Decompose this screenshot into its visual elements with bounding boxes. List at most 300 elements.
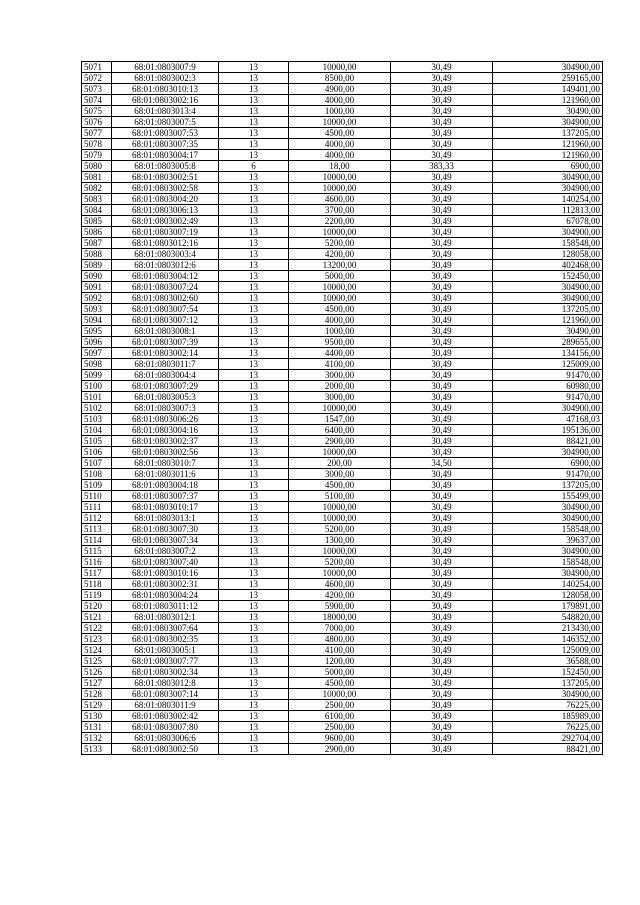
unit-price-cell: 30,49 (391, 744, 493, 755)
area-cell: 18000,00 (289, 612, 391, 623)
cadastral-number-cell: 68:01:0803011:12 (112, 601, 219, 612)
total-value-cell: 304900,00 (493, 62, 603, 73)
row-number: 5126 (82, 667, 112, 678)
cadastral-number-cell: 68:01:0803004:18 (112, 480, 219, 491)
unit-price-cell: 30,49 (391, 183, 493, 194)
unit-price-cell: 30,49 (391, 590, 493, 601)
cadastral-number-cell: 68:01:0803004:16 (112, 425, 219, 436)
cadastral-number-cell: 68:01:0803007:34 (112, 535, 219, 546)
area-cell: 10000,00 (289, 568, 391, 579)
category-code-cell: 13 (219, 95, 289, 106)
row-number: 5083 (82, 194, 112, 205)
total-value-cell: 128058,00 (493, 590, 603, 601)
area-cell: 2200,00 (289, 216, 391, 227)
area-cell: 4500,00 (289, 480, 391, 491)
total-value-cell: 88421,00 (493, 436, 603, 447)
total-value-cell: 149401,00 (493, 84, 603, 95)
row-number: 5112 (82, 513, 112, 524)
area-cell: 5200,00 (289, 238, 391, 249)
table-row (82, 392, 603, 403)
area-cell: 7000,00 (289, 623, 391, 634)
unit-price-cell: 30,49 (391, 392, 493, 403)
area-cell: 5200,00 (289, 557, 391, 568)
area-cell: 10000,00 (289, 546, 391, 557)
row-number: 5124 (82, 645, 112, 656)
category-code-cell: 13 (219, 469, 289, 480)
row-number: 5096 (82, 337, 112, 348)
table-row (82, 150, 603, 161)
total-value-cell: 140254,00 (493, 579, 603, 590)
area-cell: 4600,00 (289, 194, 391, 205)
total-value-cell: 137205,00 (493, 128, 603, 139)
row-number: 5109 (82, 480, 112, 491)
row-number: 5129 (82, 700, 112, 711)
table-row (82, 315, 603, 326)
row-number: 5079 (82, 150, 112, 161)
total-value-cell: 125009,00 (493, 359, 603, 370)
area-cell: 10000,00 (289, 502, 391, 513)
area-cell: 4500,00 (289, 128, 391, 139)
total-value-cell: 76225,00 (493, 722, 603, 733)
area-cell: 3700,00 (289, 205, 391, 216)
total-value-cell: 128058,00 (493, 249, 603, 260)
area-cell: 5100,00 (289, 491, 391, 502)
cadastral-number-cell: 68:01:0803007:3 (112, 403, 219, 414)
cadastral-number-cell: 68:01:0803004:17 (112, 150, 219, 161)
total-value-cell: 304900,00 (493, 282, 603, 293)
total-value-cell: 30490,00 (493, 106, 603, 117)
total-value-cell: 67078,00 (493, 216, 603, 227)
category-code-cell: 13 (219, 238, 289, 249)
cadastral-number-cell: 68:01:0803007:12 (112, 315, 219, 326)
unit-price-cell: 30,49 (391, 249, 493, 260)
row-number: 5123 (82, 634, 112, 645)
unit-price-cell: 30,49 (391, 678, 493, 689)
table-row (82, 326, 603, 337)
table-row (82, 370, 603, 381)
category-code-cell: 13 (219, 392, 289, 403)
category-code-cell: 13 (219, 546, 289, 557)
cadastral-number-cell: 68:01:0803012:6 (112, 260, 219, 271)
unit-price-cell: 30,49 (391, 293, 493, 304)
unit-price-cell: 34,50 (391, 458, 493, 469)
total-value-cell: 125009,00 (493, 645, 603, 656)
category-code-cell: 13 (219, 502, 289, 513)
cadastral-number-cell: 68:01:0803012:1 (112, 612, 219, 623)
category-code-cell: 13 (219, 282, 289, 293)
unit-price-cell: 30,49 (391, 370, 493, 381)
category-code-cell: 13 (219, 205, 289, 216)
area-cell: 10000,00 (289, 172, 391, 183)
category-code-cell: 13 (219, 293, 289, 304)
category-code-cell: 13 (219, 370, 289, 381)
table-row (82, 623, 603, 634)
area-cell: 10000,00 (289, 282, 391, 293)
unit-price-cell: 30,49 (391, 480, 493, 491)
row-number: 5117 (82, 568, 112, 579)
cadastral-number-cell: 68:01:0803002:35 (112, 634, 219, 645)
category-code-cell: 13 (219, 84, 289, 95)
unit-price-cell: 30,49 (391, 436, 493, 447)
total-value-cell: 195136,00 (493, 425, 603, 436)
cadastral-number-cell: 68:01:0803007:64 (112, 623, 219, 634)
total-value-cell: 292704,00 (493, 733, 603, 744)
area-cell: 3000,00 (289, 469, 391, 480)
row-number: 5086 (82, 227, 112, 238)
category-code-cell: 13 (219, 579, 289, 590)
area-cell: 10000,00 (289, 117, 391, 128)
area-cell: 1547,00 (289, 414, 391, 425)
table-row (82, 293, 603, 304)
row-number: 5080 (82, 161, 112, 172)
table-row (82, 403, 603, 414)
area-cell: 4800,00 (289, 634, 391, 645)
row-number: 5093 (82, 304, 112, 315)
total-value-cell: 304900,00 (493, 546, 603, 557)
row-number: 5107 (82, 458, 112, 469)
unit-price-cell: 30,49 (391, 513, 493, 524)
unit-price-cell: 30,49 (391, 700, 493, 711)
total-value-cell: 121960,00 (493, 315, 603, 326)
row-number: 5099 (82, 370, 112, 381)
area-cell: 10000,00 (289, 227, 391, 238)
cadastral-number-cell: 68:01:0803010:16 (112, 568, 219, 579)
category-code-cell: 13 (219, 557, 289, 568)
cadastral-number-cell: 68:01:0803007:54 (112, 304, 219, 315)
total-value-cell: 304900,00 (493, 403, 603, 414)
category-code-cell: 13 (219, 612, 289, 623)
row-number: 5121 (82, 612, 112, 623)
table-row (82, 194, 603, 205)
category-code-cell: 13 (219, 337, 289, 348)
cadastral-number-cell: 68:01:0803002:58 (112, 183, 219, 194)
total-value-cell: 304900,00 (493, 172, 603, 183)
row-number: 5078 (82, 139, 112, 150)
table-row (82, 337, 603, 348)
cadastral-number-cell: 68:01:0803002:50 (112, 744, 219, 755)
unit-price-cell: 30,49 (391, 579, 493, 590)
table-row (82, 546, 603, 557)
table-row (82, 172, 603, 183)
area-cell: 6400,00 (289, 425, 391, 436)
total-value-cell: 121960,00 (493, 139, 603, 150)
total-value-cell: 91470,00 (493, 469, 603, 480)
table-row (82, 711, 603, 722)
table-row (82, 491, 603, 502)
row-number: 5095 (82, 326, 112, 337)
row-number: 5128 (82, 689, 112, 700)
category-code-cell: 13 (219, 590, 289, 601)
area-cell: 5000,00 (289, 667, 391, 678)
area-cell: 18,00 (289, 161, 391, 172)
row-number: 5081 (82, 172, 112, 183)
category-code-cell: 13 (219, 62, 289, 73)
cadastral-number-cell: 68:01:0803004:4 (112, 370, 219, 381)
table-row (82, 381, 603, 392)
row-number: 5113 (82, 524, 112, 535)
area-cell: 4200,00 (289, 249, 391, 260)
unit-price-cell: 30,49 (391, 106, 493, 117)
row-number: 5103 (82, 414, 112, 425)
total-value-cell: 548820,00 (493, 612, 603, 623)
category-code-cell: 13 (219, 480, 289, 491)
table-row (82, 502, 603, 513)
row-number: 5116 (82, 557, 112, 568)
total-value-cell: 76225,00 (493, 700, 603, 711)
category-code-cell: 13 (219, 183, 289, 194)
unit-price-cell: 30,49 (391, 238, 493, 249)
row-number: 5118 (82, 579, 112, 590)
table-row (82, 678, 603, 689)
total-value-cell: 137205,00 (493, 480, 603, 491)
category-code-cell: 13 (219, 260, 289, 271)
cadastral-number-cell: 68:01:0803003:4 (112, 249, 219, 260)
area-cell: 10000,00 (289, 62, 391, 73)
row-number: 5092 (82, 293, 112, 304)
cadastral-number-cell: 68:01:0803002:37 (112, 436, 219, 447)
cadastral-number-cell: 68:01:0803007:5 (112, 117, 219, 128)
category-code-cell: 13 (219, 249, 289, 260)
table-row (82, 183, 603, 194)
total-value-cell: 39637,00 (493, 535, 603, 546)
category-code-cell: 13 (219, 689, 289, 700)
unit-price-cell: 30,49 (391, 601, 493, 612)
unit-price-cell: 30,49 (391, 73, 493, 84)
category-code-cell: 13 (219, 106, 289, 117)
unit-price-cell: 30,49 (391, 623, 493, 634)
table-row (82, 469, 603, 480)
row-number: 5130 (82, 711, 112, 722)
total-value-cell: 179891,00 (493, 601, 603, 612)
area-cell: 1000,00 (289, 106, 391, 117)
total-value-cell: 304900,00 (493, 117, 603, 128)
unit-price-cell: 30,49 (391, 348, 493, 359)
table-row (82, 359, 603, 370)
row-number: 5072 (82, 73, 112, 84)
table-row (82, 480, 603, 491)
cadastral-number-cell: 68:01:0803007:30 (112, 524, 219, 535)
cadastral-number-cell: 68:01:0803007:80 (112, 722, 219, 733)
area-cell: 4600,00 (289, 579, 391, 590)
table-row (82, 656, 603, 667)
total-value-cell: 30490,00 (493, 326, 603, 337)
cadastral-number-cell: 68:01:0803011:7 (112, 359, 219, 370)
total-value-cell: 152450,00 (493, 667, 603, 678)
row-number: 5125 (82, 656, 112, 667)
unit-price-cell: 30,49 (391, 260, 493, 271)
table-row (82, 62, 603, 73)
cadastral-number-cell: 68:01:0803007:40 (112, 557, 219, 568)
category-code-cell: 13 (219, 645, 289, 656)
total-value-cell: 134156,00 (493, 348, 603, 359)
total-value-cell: 121960,00 (493, 150, 603, 161)
table-row (82, 524, 603, 535)
table-row (82, 227, 603, 238)
row-number: 5108 (82, 469, 112, 480)
unit-price-cell: 30,49 (391, 414, 493, 425)
unit-price-cell: 30,49 (391, 557, 493, 568)
row-number: 5091 (82, 282, 112, 293)
category-code-cell: 13 (219, 623, 289, 634)
total-value-cell: 155499,00 (493, 491, 603, 502)
category-code-cell: 13 (219, 733, 289, 744)
category-code-cell: 13 (219, 227, 289, 238)
area-cell: 6100,00 (289, 711, 391, 722)
cadastral-number-cell: 68:01:0803010:17 (112, 502, 219, 513)
table-row (82, 348, 603, 359)
table-row (82, 700, 603, 711)
area-cell: 9500,00 (289, 337, 391, 348)
area-cell: 3000,00 (289, 392, 391, 403)
area-cell: 4000,00 (289, 315, 391, 326)
total-value-cell: 304900,00 (493, 502, 603, 513)
unit-price-cell: 30,49 (391, 722, 493, 733)
table-row (82, 128, 603, 139)
row-number: 5071 (82, 62, 112, 73)
row-number: 5100 (82, 381, 112, 392)
unit-price-cell: 30,49 (391, 502, 493, 513)
category-code-cell: 13 (219, 601, 289, 612)
cadastral-number-cell: 68:01:0803007:14 (112, 689, 219, 700)
table-row (82, 282, 603, 293)
total-value-cell: 304900,00 (493, 227, 603, 238)
row-number: 5111 (82, 502, 112, 513)
unit-price-cell: 30,49 (391, 304, 493, 315)
unit-price-cell: 30,49 (391, 84, 493, 95)
row-number: 5132 (82, 733, 112, 744)
area-cell: 4100,00 (289, 645, 391, 656)
row-number: 5098 (82, 359, 112, 370)
row-number: 5077 (82, 128, 112, 139)
area-cell: 8500,00 (289, 73, 391, 84)
area-cell: 2900,00 (289, 744, 391, 755)
total-value-cell: 137205,00 (493, 678, 603, 689)
total-value-cell: 140254,00 (493, 194, 603, 205)
cadastral-number-cell: 68:01:0803012:8 (112, 678, 219, 689)
category-code-cell: 13 (219, 656, 289, 667)
total-value-cell: 402468,00 (493, 260, 603, 271)
cadastral-number-cell: 68:01:0803007:53 (112, 128, 219, 139)
unit-price-cell: 30,49 (391, 711, 493, 722)
total-value-cell: 152450,00 (493, 271, 603, 282)
area-cell: 4400,00 (289, 348, 391, 359)
table-row (82, 73, 603, 84)
total-value-cell: 112813,00 (493, 205, 603, 216)
cadastral-number-cell: 68:01:0803004:20 (112, 194, 219, 205)
row-number: 5114 (82, 535, 112, 546)
unit-price-cell: 30,49 (391, 172, 493, 183)
category-code-cell: 13 (219, 700, 289, 711)
unit-price-cell: 30,49 (391, 359, 493, 370)
cadastral-number-cell: 68:01:0803002:42 (112, 711, 219, 722)
area-cell: 4200,00 (289, 590, 391, 601)
category-code-cell: 13 (219, 678, 289, 689)
table-row (82, 689, 603, 700)
row-number: 5082 (82, 183, 112, 194)
unit-price-cell: 30,49 (391, 689, 493, 700)
area-cell: 4900,00 (289, 84, 391, 95)
table-row (82, 722, 603, 733)
category-code-cell: 13 (219, 458, 289, 469)
area-cell: 4500,00 (289, 304, 391, 315)
unit-price-cell: 30,49 (391, 425, 493, 436)
row-number: 5090 (82, 271, 112, 282)
total-value-cell: 304900,00 (493, 689, 603, 700)
row-number: 5122 (82, 623, 112, 634)
total-value-cell: 259165,00 (493, 73, 603, 84)
area-cell: 2000,00 (289, 381, 391, 392)
table-row (82, 106, 603, 117)
category-code-cell: 13 (219, 568, 289, 579)
area-cell: 5000,00 (289, 271, 391, 282)
category-code-cell: 13 (219, 326, 289, 337)
category-code-cell: 13 (219, 359, 289, 370)
cadastral-number-cell: 68:01:0803013:4 (112, 106, 219, 117)
category-code-cell: 13 (219, 634, 289, 645)
area-cell: 4500,00 (289, 678, 391, 689)
row-number: 5106 (82, 447, 112, 458)
category-code-cell: 13 (219, 172, 289, 183)
area-cell: 1300,00 (289, 535, 391, 546)
total-value-cell: 36588,00 (493, 656, 603, 667)
unit-price-cell: 30,49 (391, 128, 493, 139)
cadastral-number-cell: 68:01:0803007:37 (112, 491, 219, 502)
unit-price-cell: 30,49 (391, 645, 493, 656)
unit-price-cell: 30,49 (391, 667, 493, 678)
cadastral-number-cell: 68:01:0803002:51 (112, 172, 219, 183)
category-code-cell: 13 (219, 425, 289, 436)
table-row (82, 117, 603, 128)
total-value-cell: 137205,00 (493, 304, 603, 315)
area-cell: 1000,00 (289, 326, 391, 337)
category-code-cell: 13 (219, 150, 289, 161)
unit-price-cell: 30,49 (391, 62, 493, 73)
row-number: 5097 (82, 348, 112, 359)
cadastral-number-cell: 68:01:0803010:13 (112, 84, 219, 95)
category-code-cell: 13 (219, 436, 289, 447)
table-row (82, 447, 603, 458)
row-number: 5110 (82, 491, 112, 502)
unit-price-cell: 30,49 (391, 381, 493, 392)
unit-price-cell: 30,49 (391, 194, 493, 205)
unit-price-cell: 30,49 (391, 326, 493, 337)
table-row (82, 513, 603, 524)
cadastral-number-cell: 68:01:0803004:12 (112, 271, 219, 282)
category-code-cell: 13 (219, 535, 289, 546)
row-number: 5127 (82, 678, 112, 689)
table-row (82, 733, 603, 744)
category-code-cell: 13 (219, 304, 289, 315)
row-number: 5104 (82, 425, 112, 436)
area-cell: 10000,00 (289, 293, 391, 304)
category-code-cell: 13 (219, 73, 289, 84)
table-row (82, 95, 603, 106)
unit-price-cell: 30,49 (391, 216, 493, 227)
total-value-cell: 158548,00 (493, 238, 603, 249)
cadastral-number-cell: 68:01:0803002:31 (112, 579, 219, 590)
cadastral-number-cell: 68:01:0803006:26 (112, 414, 219, 425)
category-code-cell: 13 (219, 414, 289, 425)
row-number: 5133 (82, 744, 112, 755)
cadastral-number-cell: 68:01:0803006:6 (112, 733, 219, 744)
row-number: 5085 (82, 216, 112, 227)
unit-price-cell: 30,49 (391, 733, 493, 744)
area-cell: 10000,00 (289, 447, 391, 458)
cadastral-number-cell: 68:01:0803007:39 (112, 337, 219, 348)
table-row (82, 744, 603, 755)
total-value-cell: 304900,00 (493, 447, 603, 458)
row-number: 5088 (82, 249, 112, 260)
